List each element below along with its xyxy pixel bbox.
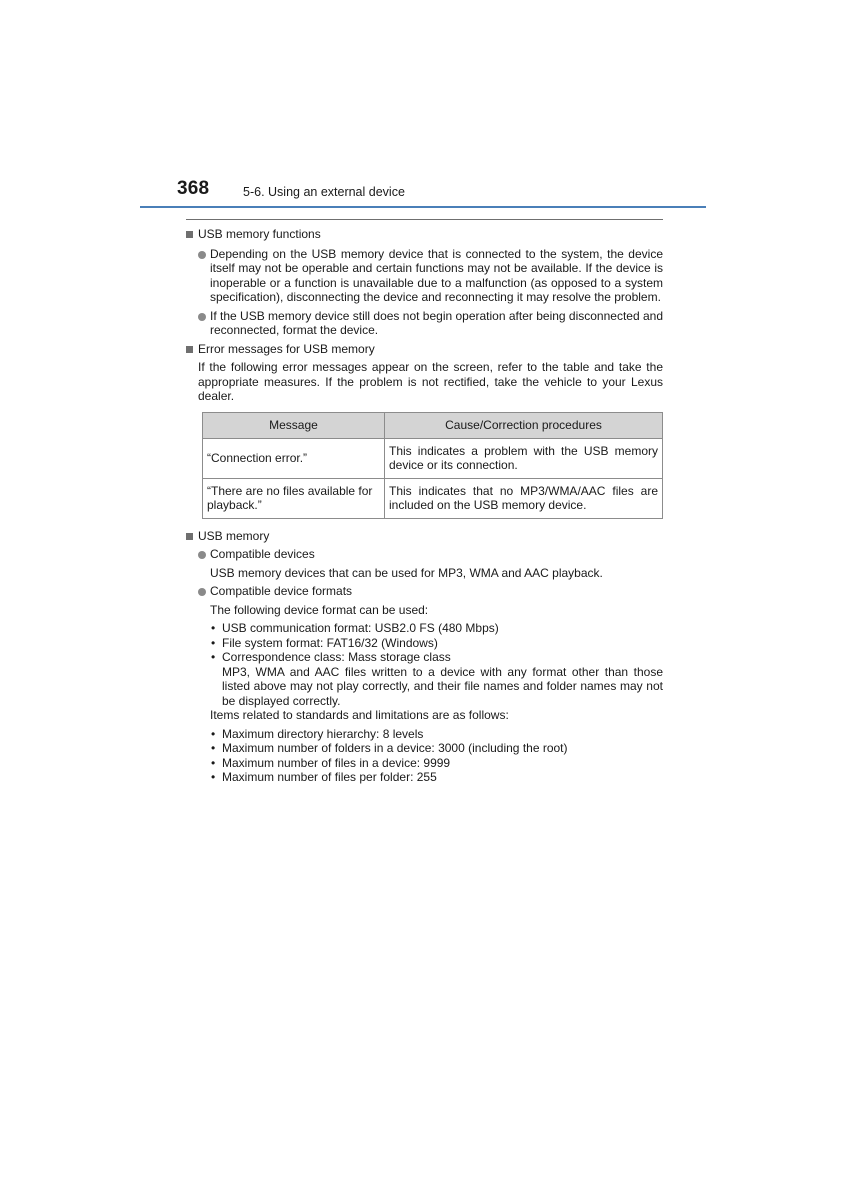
error-intro-paragraph: If the following error messages appear on the screen, refer to the table and take the appropriate measures. If the problem is not rectified, take the vehicle to your Lexus dealer. xyxy=(198,360,663,403)
table-cell-message: “There are no files available for playback.” xyxy=(203,478,385,518)
content-divider xyxy=(186,219,663,220)
heading-text: USB memory functions xyxy=(198,227,321,241)
table-header-row xyxy=(203,412,663,438)
circle-bullet-icon xyxy=(198,551,206,559)
bullet-text: Compatible device formats xyxy=(210,584,353,598)
table-row xyxy=(203,478,663,518)
list-item xyxy=(186,247,663,305)
table-header-message: Message xyxy=(203,412,385,438)
table-cell-cause: This indicates a problem with the USB memory device or its connection. xyxy=(385,438,663,478)
list-item: • Maximum number of files per folder: 255 xyxy=(211,770,437,784)
format-item-text: Correspondence class: Mass storage class xyxy=(222,650,451,664)
list-item: • File system format: FAT16/32 (Windows) xyxy=(211,635,438,650)
heading-text: Error messages for USB memory xyxy=(198,341,375,356)
limit-item-text: Maximum number of files per folder: 255 xyxy=(222,770,437,784)
list-item xyxy=(186,309,663,338)
list-item: • USB communication format: USB2.0 FS (480 Mbps) xyxy=(211,621,499,635)
section-heading-usb-memory xyxy=(186,529,663,544)
section-heading-error-messages xyxy=(186,342,663,357)
square-bullet-icon xyxy=(186,231,193,238)
bullet-text: Depending on the USB memory device that is connected to the system, the device itself may not be operable and certain functions may not be available. If the device is inoperable or a function is unavailable due to a malfunction (as opposed to a system specification), disconnecting the device and reconnecting it may resolve the problem. xyxy=(210,246,663,304)
list-item: • Maximum number of folders in a device: 3000 (including the root) xyxy=(211,741,568,755)
format-item-text: USB communication format: USB2.0 FS (480 Mbps) xyxy=(222,621,499,635)
list-item: • Maximum number of files in a device: 9999 xyxy=(211,755,451,770)
table-cell-cause: This indicates that no MP3/WMA/AAC files are included on the USB memory device. xyxy=(385,478,663,518)
list-item xyxy=(186,547,663,562)
square-bullet-icon xyxy=(186,346,193,353)
list-item: • Maximum directory hierarchy: 8 levels xyxy=(211,726,424,741)
page-number: 368 xyxy=(177,178,210,199)
table-header-cause: Cause/Correction procedures xyxy=(385,412,663,438)
limit-item-text: Maximum directory hierarchy: 8 levels xyxy=(222,726,424,741)
circle-bullet-icon xyxy=(198,251,206,259)
limit-item-text: Maximum number of files in a device: 9999 xyxy=(222,755,451,770)
section-title: 5-6. Using an external device xyxy=(243,185,405,199)
header-divider xyxy=(140,206,706,208)
section-heading-usb-functions xyxy=(186,227,663,242)
formats-intro: The following device format can be used: xyxy=(210,602,429,617)
table-row xyxy=(203,438,663,478)
heading-text: USB memory xyxy=(198,528,270,543)
page-header xyxy=(177,178,707,202)
bullet-text: Compatible devices xyxy=(210,547,315,561)
limit-item-text: Maximum number of folders in a device: 3000 (including the root) xyxy=(222,741,568,755)
list-item xyxy=(186,584,663,599)
format-note: MP3, WMA and AAC files written to a device with any format other than those listed above may not play correctly, and their file names and folder names may not be displayed correctly. xyxy=(222,664,663,708)
page-content xyxy=(186,227,663,785)
bullet-text: If the USB memory device still does not begin operation after being disconnected and reconnected, format the device. xyxy=(210,308,663,337)
table-cell-message: “Connection error.” xyxy=(203,438,385,478)
format-item-text: File system format: FAT16/32 (Windows) xyxy=(222,635,438,650)
circle-bullet-icon xyxy=(198,313,206,321)
compatible-devices-text: USB memory devices that can be used for MP3, WMA and AAC playback. xyxy=(210,565,603,580)
list-item: • Correspondence class: Mass storage class xyxy=(211,650,451,664)
square-bullet-icon xyxy=(186,533,193,540)
error-message-table xyxy=(202,412,663,519)
limits-intro: Items related to standards and limitations are as follows: xyxy=(210,708,509,722)
circle-bullet-icon xyxy=(198,588,206,596)
